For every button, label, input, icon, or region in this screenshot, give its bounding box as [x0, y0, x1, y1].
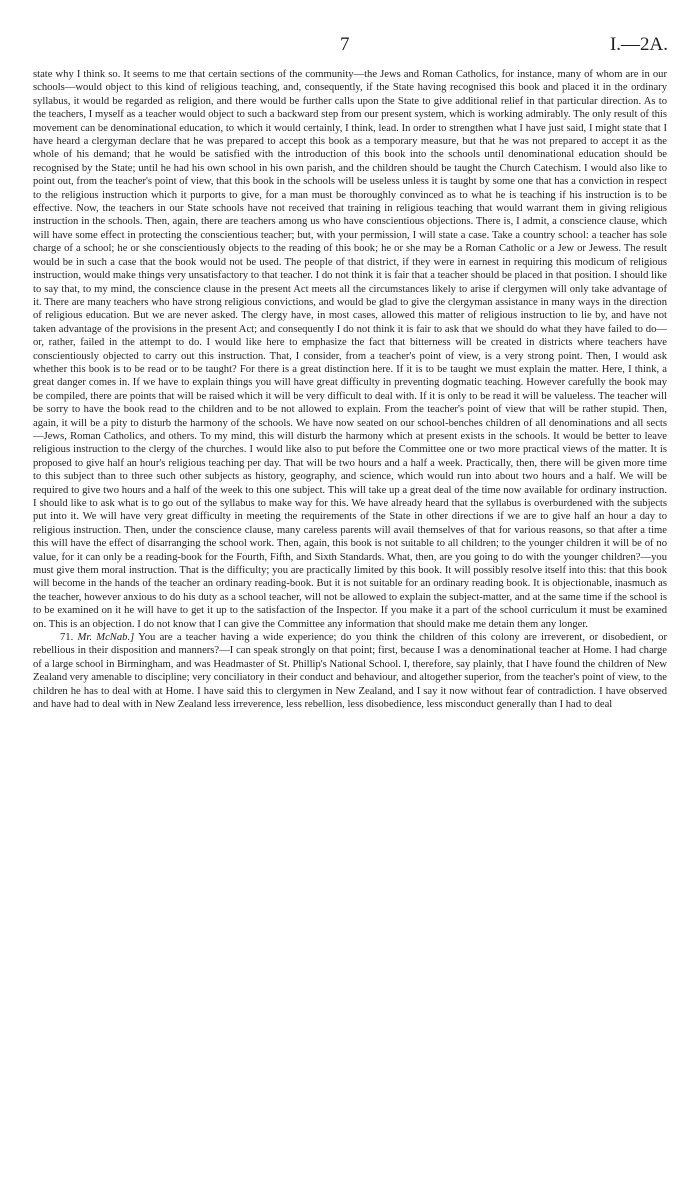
paragraph-continued [33, 68, 667, 631]
document-reference: I.—2A. [609, 34, 668, 55]
question-number: 71. [60, 632, 74, 644]
speaker-name: Mr. McNab.] [77, 632, 135, 644]
page-number: 7 [340, 34, 350, 55]
paragraph-question-71 [33, 631, 667, 711]
paragraph-text: You are a teacher having a wide experience; do you think the children of this colony are irreverent, or disobedient, or rebellious in their disposition and manners?—I can speak strongly on that point; first, because I was a denominational teacher at Home. I had charge of a large school in Birmingham, and was Headmaster of St. Phillip's National School. I, therefore, say plainly, that I have found the children of New Zealand very amenable to discipline; very conciliatory in their conduct and behaviour, and altogether superior, from the teacher's point of view, to the children he has to deal with at Home. I have said this to clergymen in New Zealand, and I say it now without fear of contradiction. I have observed and have had to deal with in New Zealand less irreverence, less rebellion, less disobedience, less misconduct generally than I had to deal [33, 632, 667, 711]
page-header [0, 34, 700, 58]
body-text [33, 68, 667, 712]
paragraph-text: state why I think so. It seems to me that certain sections of the community—the Jews and Roman Catholics, for instance, many of whom are in our schools—would object to this kind of religious teaching, and, consequently, if the State having recognised this book and placed it in the ordinary syllabus, it would be regarded as religion, and there would be further calls upon the State to give additional relief in that particular direction. As to the teachers, I myself as a teacher would object to such a backward step from our present system, which is working admirably. The only result of this movement can be denominational education, to which it would certainly, I think, lead. In order to strengthen what I have just said, I might state that I have heard a clergyman declare that he was prepared to accept this book as a temporary measure, but that he was not prepared to accept it as the whole of his demand; that he would be satisfied with the introduction of this book into the schools until denominational education should be recognised by the State; until he had his own school in his own parish, and the children should be taught the Church Catechism. I would also like to point out, from the teacher's point of view, that this book in the schools will be useless unless it is taught by some one that has a conviction in respect to the religious instruction which it purports to give, for a man must be thoroughly convinced as to what he is teaching if his instruction is to be effective. Now, the teachers in our State schools have not received that training in religious teaching that would warrant them in giving religious instruction in the schools. Then, again, there are teachers among us who have conscientious objections. There is, I admit, a conscience clause, which will have some effect in protecting the conscientious teacher; but, with your permission, I will state a case. Take a country school: a teacher has sole charge of a school; he or she conscientiously objects to the reading of this book; he or she may be a Roman Catholic or a Jew or Jewess. The result would be in such a case that the book would not be used. The people of that district, if they were in earnest in requiring this modicum of religious instruction, would make things very unsatisfactory to that teacher. I do not think it is fair that a teacher should be placed in that position. I should like to say that, to my mind, the conscience clause in the present Act meets all the circumstances likely to arise if clergymen will only take advantage of it. There are many teachers who have strong religious convictions, and would be glad to give the clergyman assistance in many ways in the direction of religious education. But we are never asked. The clergy have, in most cases, allowed this matter of religious instruction to lie by, and have not taken advantage of the provisions in the present Act; and consequently I do not think it is fair to ask that we should do what they have failed to do—or, rather, failed in the attempt to do. I would like here to emphasize the fact that bitterness will be created in districts where teachers have conscientiously objected to carry out this instruction. That, I consider, from a teacher's point of view, is a very strong point. Then, I would ask whether this book is to be read or to be taught? For there is a great distinction here. If it is to be taught we must explain the matter. Here, I think, a great danger comes in. If we have to explain things you will have great difficulty in preventing dogmatic teaching. However carefully the book may be compiled, there are points that will be raised which it will be very difficult to deal with. If it is only to be read it will be valueless. The teacher will be sorry to have the book read to the children and to be not allowed to explain. From the teacher's point of view that will be rather stupid. Then, again, it will be a pity to disturb the harmony of the schools. We have now seated on our school-benches children of all denominations and all sects—Jews, Roman Catholics, and others. To my mind, this will disturb the harmony which at present exists in the schools. It would be better to leave religious instruction to the clergy of the churches. I would like also to put before the Committee one or two more practical views of the matter. It is proposed to give half an hour's religious teaching per day. That will be two hours and a half a week. Practically, then, there will be given more time to this subject than to three such other subjects as history, geography, and science, which would run into about two hours and a half. We will be required to give two hours and a half of the week to this one subject. This will take up a great deal of the time now available for ordinary instruction. I should like to ask what is to go out of the syllabus to make way for this. We have already heard that the syllabus is overburdened with the subjects put into it. We will have very great difficulty in meeting the requirements of the State in other directions if we are to give half an hour a day to religious instruction. Then, under the conscience clause, many careless parents will avail themselves of that for various reasons, so that after a time this will have the effect of disarranging the school work. Then, again, this book is not suitable to all children; to the younger children it will be of no value, for it can only be a reading-book for the Fourth, Fifth, and Sixth Standards. What, then, are you going to do with the younger children?—you must give them moral instruction. That is the difficulty; you are practically limited by this book. It will possibly resolve itself into this: that this book will become in the hands of the teacher an ordinary reading-book. But it is not suitable for an ordinary reading book. It is objectionable, inasmuch as the teacher, however anxious to do his duty as a school teacher, will not be allowed to explain the subject-matter, and at the same time if the school is to be examined on it he will have to get it up to the satisfaction of the Inspector. If you make it a part of the school curriculum it must be examined on. This is an objection. I do not know that I can give the Committee any information that should make me detain them any longer. [33, 69, 667, 630]
